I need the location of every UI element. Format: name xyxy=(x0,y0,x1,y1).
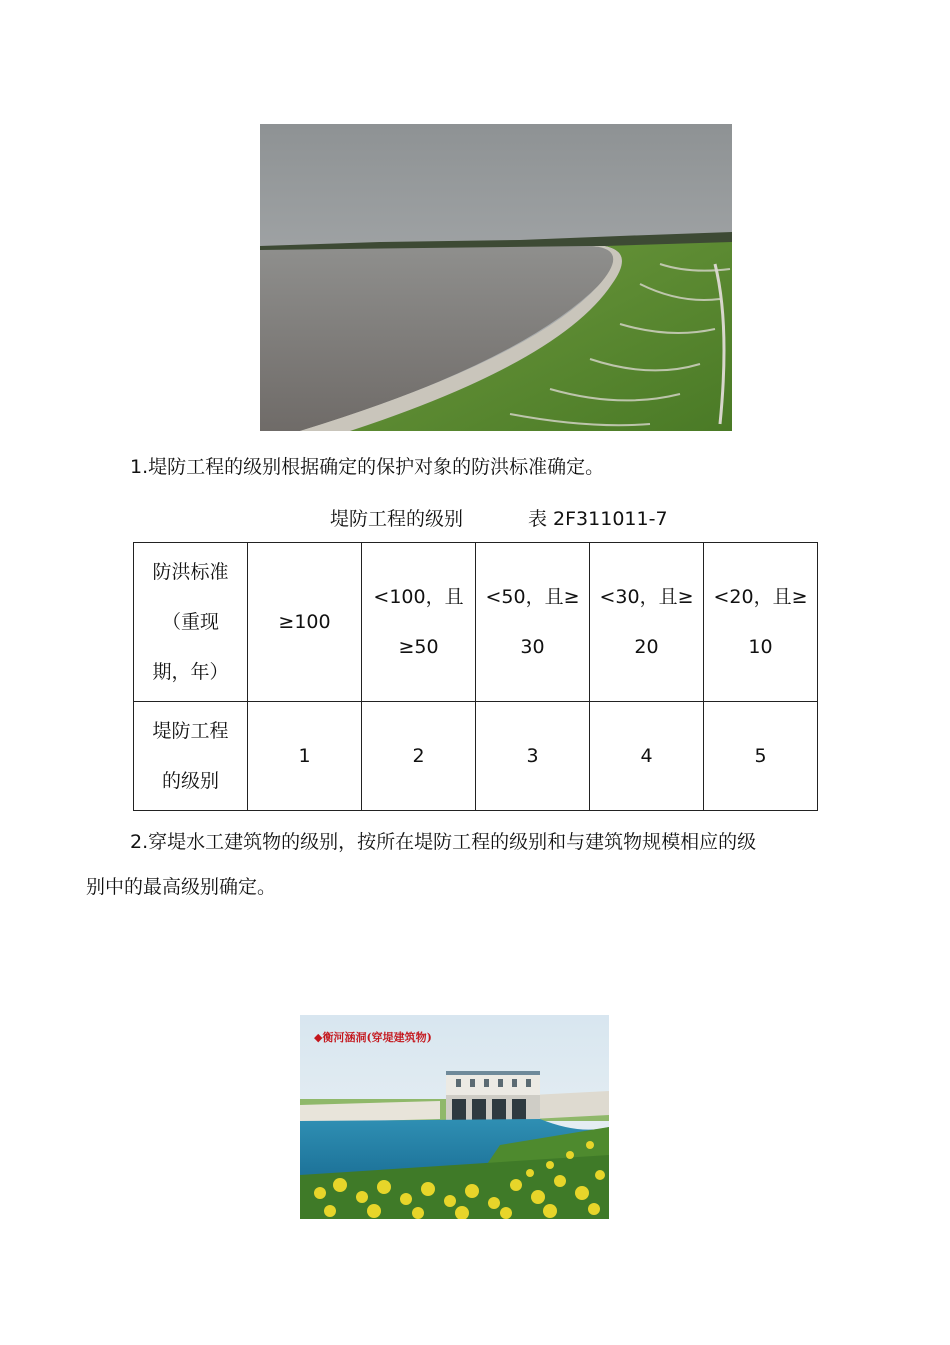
table-cell: 4 xyxy=(590,702,704,811)
cell-text: 20 xyxy=(634,636,659,658)
cell-text: 期，年） xyxy=(152,661,229,683)
table-cell xyxy=(362,543,476,702)
levee-photo xyxy=(260,124,732,431)
levee-grade-table xyxy=(133,542,818,811)
cell-text: （重现 xyxy=(161,611,219,633)
paragraph-2-continued: 别中的最高级别确定。 xyxy=(86,876,277,898)
cell-text: <100，且 xyxy=(373,586,464,608)
table-cell xyxy=(590,543,704,702)
table-row xyxy=(134,543,818,702)
table-cell xyxy=(476,543,590,702)
paragraph-1: 1.堤防工程的级别根据确定的保护对象的防洪标准确定。 xyxy=(130,456,605,478)
cell-text: ≥100 xyxy=(278,611,331,633)
table-cell xyxy=(248,543,362,702)
cell-text: <30，且≥ xyxy=(599,586,694,608)
table-cell xyxy=(704,543,818,702)
culvert-photo xyxy=(300,1015,609,1219)
table-cell: 1 xyxy=(248,702,362,811)
cell-text: <50，且≥ xyxy=(485,586,580,608)
paragraph-2: 2.穿堤水工建筑物的级别，按所在堤防工程的级别和与建筑物规模相应的级 xyxy=(130,831,757,853)
table-number: 表 2F311011-7 xyxy=(528,508,668,530)
cell-text: 10 xyxy=(748,636,773,658)
culvert-caption: ◆衡河涵洞(穿堤建筑物) xyxy=(314,1031,432,1044)
table-cell: 3 xyxy=(476,702,590,811)
row-header-levee-grade xyxy=(134,702,248,811)
table-cell: 2 xyxy=(362,702,476,811)
row-header-flood-standard xyxy=(134,543,248,702)
cell-text: 30 xyxy=(520,636,545,658)
table-row xyxy=(134,702,818,811)
table-title: 堤防工程的级别 xyxy=(330,508,464,530)
cell-text: 堤防工程 xyxy=(152,720,229,742)
cell-text: <20，且≥ xyxy=(713,586,808,608)
cell-text: 防洪标准 xyxy=(152,561,229,583)
cell-text: ≥50 xyxy=(398,636,439,658)
cell-text: 的级别 xyxy=(161,770,219,792)
table-cell: 5 xyxy=(704,702,818,811)
